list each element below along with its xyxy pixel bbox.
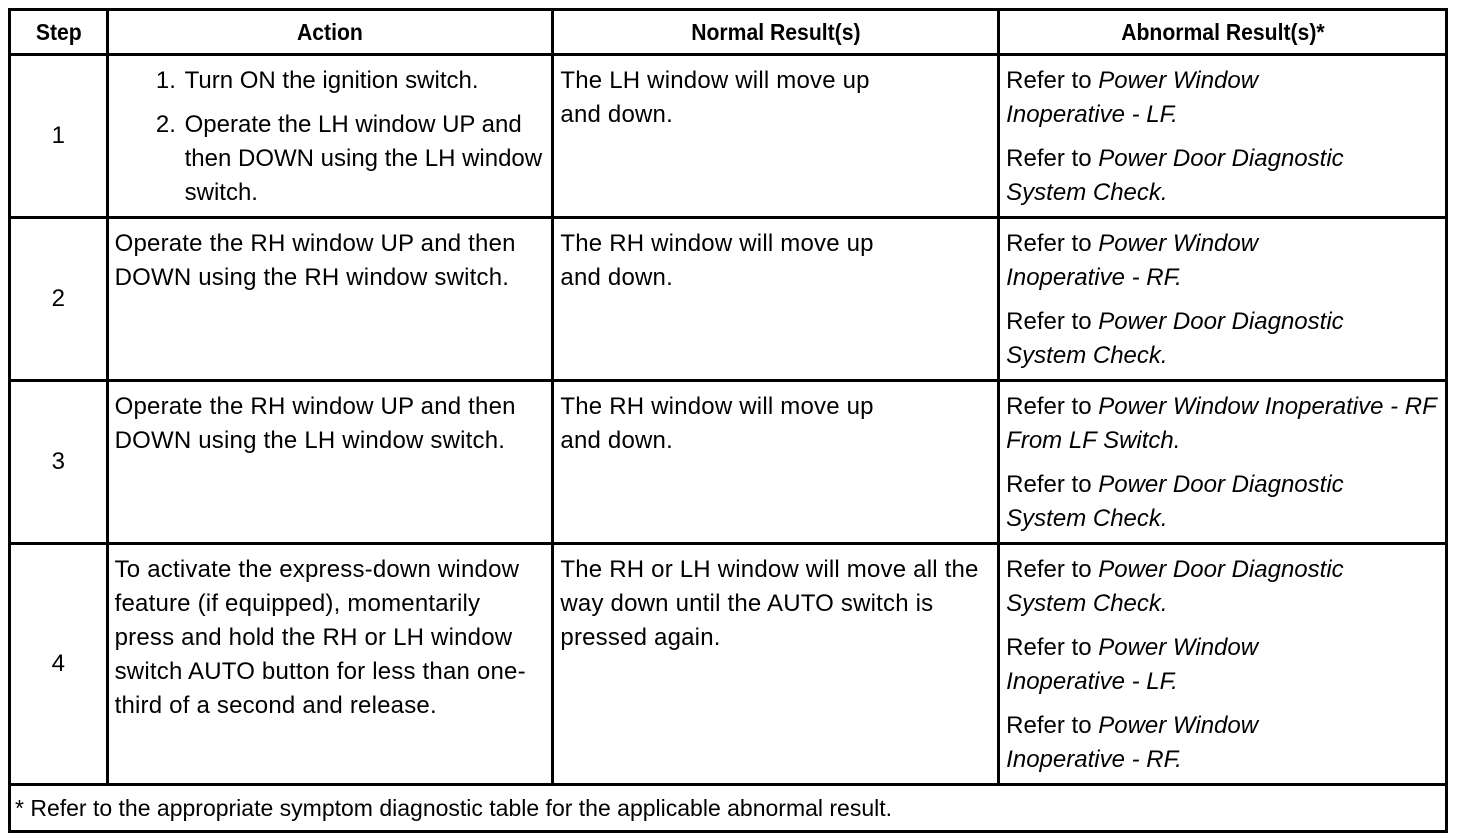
action-cell: [107, 218, 553, 381]
action-step-item: 1. Turn ON the ignition switch.: [183, 64, 546, 98]
procedure-reference: Power Window Inoperative - LF: [1006, 67, 1259, 128]
table-row: [10, 55, 1447, 218]
action-cell: [107, 55, 553, 218]
refer-prefix: Refer to: [1006, 471, 1099, 498]
action-text: Operate the RH window UP and then DOWN using the RH window switch.: [114, 230, 516, 291]
reference-suffix: .: [1173, 427, 1181, 454]
abnormal-result-item: [1006, 709, 1439, 777]
normal-result-cell: [553, 55, 999, 218]
action-cell: [107, 381, 553, 544]
abnormal-result-item: [1006, 305, 1439, 373]
reference-suffix: .: [1160, 342, 1168, 369]
footnote-text: * Refer to the appropriate symptom diagnostic table for the applicable abnormal result.: [10, 785, 1447, 832]
abnormal-result-item: [1006, 64, 1439, 132]
procedure-reference: Power Window Inoperative - RF From LF Switch: [1006, 393, 1437, 454]
table-row: [10, 218, 1447, 381]
refer-prefix: Refer to: [1006, 308, 1099, 335]
action-text: To activate the express-down window feature (if equipped), momentarily press and hold the RH or LH window switch AUTO button for less than one-third of a second and release.: [114, 556, 526, 719]
footnote-row: [10, 785, 1447, 832]
reference-suffix: .: [1160, 505, 1168, 532]
action-text: Operate the RH window UP and then DOWN using the LH window switch.: [114, 393, 516, 454]
normal-result-text: The RH window will move up and down.: [560, 230, 874, 291]
refer-prefix: Refer to: [1006, 230, 1099, 257]
abnormal-result-item: [1006, 390, 1439, 458]
procedure-reference: Power Door Diagnostic System Check: [1006, 556, 1344, 617]
abnormal-result-item: [1006, 553, 1439, 621]
reference-suffix: .: [1175, 746, 1182, 773]
table-row: [10, 381, 1447, 544]
normal-result-text: The RH or LH window will move all the way down until the AUTO switch is pressed again.: [560, 556, 979, 651]
procedure-reference: Power Window Inoperative - RF: [1006, 712, 1259, 773]
abnormal-result-cell: [999, 544, 1447, 785]
refer-prefix: Refer to: [1006, 145, 1099, 172]
refer-prefix: Refer to: [1006, 712, 1099, 739]
refer-prefix: Refer to: [1006, 634, 1099, 661]
procedure-reference: Power Window Inoperative - LF: [1006, 634, 1259, 695]
action-steps-list: [115, 64, 546, 210]
reference-suffix: .: [1160, 590, 1168, 617]
procedure-reference: Power Door Diagnostic System Check: [1006, 471, 1344, 532]
abnormal-result-cell: [999, 218, 1447, 381]
normal-result-text: The LH window will move up and down.: [560, 67, 870, 128]
refer-prefix: Refer to: [1006, 67, 1099, 94]
reference-suffix: .: [1171, 101, 1178, 128]
header-row: [10, 10, 1447, 55]
step-number: 4: [10, 544, 108, 785]
header-step: Step: [13, 10, 103, 55]
abnormal-result-cell: [999, 55, 1447, 218]
step-number: 1: [10, 55, 108, 218]
normal-result-text: The RH window will move up and down.: [560, 393, 874, 454]
reference-suffix: .: [1160, 179, 1168, 206]
refer-prefix: Refer to: [1006, 393, 1099, 420]
step-number: 2: [10, 218, 108, 381]
procedure-reference: Power Door Diagnostic System Check: [1006, 308, 1344, 369]
abnormal-result-item: [1006, 468, 1439, 536]
abnormal-result-item: [1006, 631, 1439, 699]
action-cell: [107, 544, 553, 785]
header-normal-results: Normal Result(s): [571, 10, 981, 55]
reference-suffix: .: [1171, 668, 1178, 695]
table-row: [10, 544, 1447, 785]
action-step-item: 2. Operate the LH window UP and then DOWN using the LH window switch.: [183, 108, 546, 210]
step-number: 3: [10, 381, 108, 544]
abnormal-result-item: [1006, 227, 1439, 295]
normal-result-cell: [553, 544, 999, 785]
refer-prefix: Refer to: [1006, 556, 1099, 583]
header-action: Action: [125, 10, 535, 55]
abnormal-result-item: [1006, 142, 1439, 210]
normal-result-cell: [553, 381, 999, 544]
procedure-reference: Power Door Diagnostic System Check: [1006, 145, 1344, 206]
abnormal-result-cell: [999, 381, 1447, 544]
reference-suffix: .: [1175, 264, 1182, 291]
normal-result-cell: [553, 218, 999, 381]
header-abnormal-results: Abnormal Result(s)*: [1017, 10, 1429, 55]
procedure-reference: Power Window Inoperative - RF: [1006, 230, 1259, 291]
diagnostic-table: [8, 8, 1448, 833]
